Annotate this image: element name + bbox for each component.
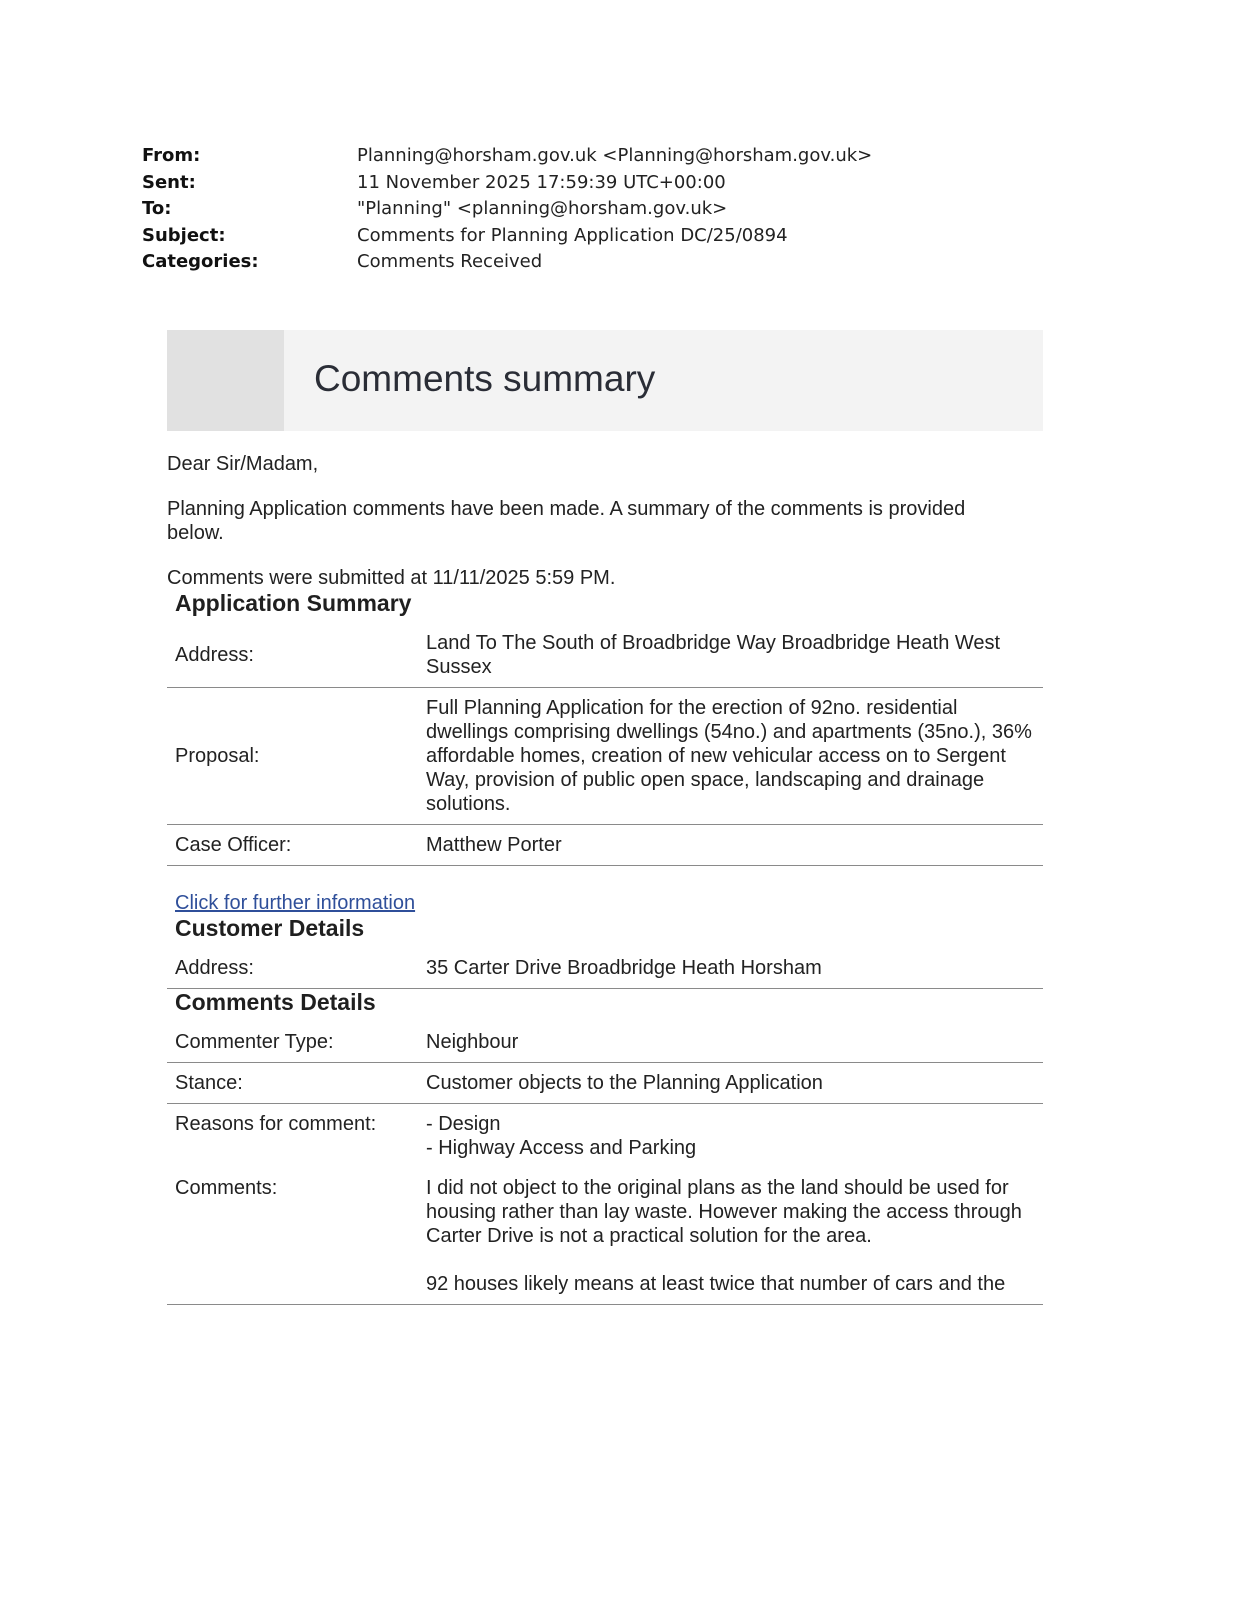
application-summary-heading: Application Summary xyxy=(175,590,412,616)
address-value: Land To The South of Broadbridge Way Broadbridge Heath West Sussex xyxy=(418,623,1043,688)
further-information-link[interactable]: Click for further information xyxy=(175,892,416,914)
application-summary-table xyxy=(167,623,1043,866)
stance-label: Stance: xyxy=(167,1063,418,1104)
comment-paragraph: 92 houses likely means at least twice that number of cars and the xyxy=(426,1273,1006,1295)
intro-text: Planning Application comments have been made. A summary of the comments is provided below. xyxy=(167,498,966,544)
from-label: From: xyxy=(142,145,201,166)
greeting: Dear Sir/Madam, xyxy=(167,453,319,475)
sent-value: 11 November 2025 17:59:39 UTC+00:00 xyxy=(357,171,726,193)
case-officer-value: Matthew Porter xyxy=(418,825,1043,866)
reasons-list xyxy=(418,1104,1043,1169)
reason-item: - Highway Access and Parking xyxy=(426,1137,697,1159)
to-value: "Planning" <planning@horsham.gov.uk> xyxy=(357,198,728,219)
table-row xyxy=(167,1063,1043,1104)
to-label: To: xyxy=(142,198,172,219)
reason-item: - Design xyxy=(426,1113,501,1135)
comment-paragraph: I did not object to the original plans as the land should be used for housing rather than lay waste. However making the access through Carter Drive is not a practical solution for the area. xyxy=(426,1177,1022,1247)
reasons-label: Reasons for comment: xyxy=(175,1113,377,1135)
table-row xyxy=(167,1168,1043,1305)
comments-details-heading: Comments Details xyxy=(175,989,376,1015)
banner-accent-block xyxy=(167,330,284,431)
commenter-type-value: Neighbour xyxy=(418,1022,1043,1063)
sent-row xyxy=(142,170,872,197)
case-officer-label: Case Officer: xyxy=(167,825,418,866)
comments-value xyxy=(418,1168,1043,1305)
customer-details-table xyxy=(167,948,1043,989)
categories-value: Comments Received xyxy=(357,251,543,272)
customer-address-label: Address: xyxy=(167,948,418,989)
from-row xyxy=(142,143,872,170)
table-row xyxy=(167,623,1043,688)
commenter-type-label: Commenter Type: xyxy=(167,1022,418,1063)
to-row xyxy=(142,196,872,223)
from-value: Planning@horsham.gov.uk <Planning@horsham.gov.uk> xyxy=(357,145,873,166)
email-body xyxy=(167,330,1043,1305)
stance-value: Customer objects to the Planning Application xyxy=(418,1063,1043,1104)
table-row xyxy=(167,825,1043,866)
table-row xyxy=(167,1104,1043,1169)
categories-label: Categories: xyxy=(142,251,259,272)
proposal-value: Full Planning Application for the erection of 92no. residential dwellings comprising dwellings (54no.) and apartments (35no.), 36% affordable homes, creation of new vehicular access on to Sergent Way, provision of public open space, landscaping and drainage solutions. xyxy=(418,688,1043,825)
banner-title: Comments summary xyxy=(314,357,656,399)
customer-details-heading: Customer Details xyxy=(175,915,365,941)
subject-row xyxy=(142,223,872,250)
subject-label: Subject: xyxy=(142,224,226,246)
comments-label: Comments: xyxy=(167,1168,418,1305)
table-row xyxy=(167,688,1043,825)
customer-address-value: 35 Carter Drive Broadbridge Heath Horsham xyxy=(418,948,1043,989)
email-header xyxy=(142,143,872,276)
submitted-text: Comments were submitted at 11/11/2025 5:59 PM. xyxy=(167,567,616,589)
comments-details-table xyxy=(167,1022,1043,1305)
table-row xyxy=(167,948,1043,989)
table-row xyxy=(167,1022,1043,1063)
subject-value: Comments for Planning Application DC/25/0894 xyxy=(357,224,788,246)
proposal-label: Proposal: xyxy=(167,688,418,825)
sent-label: Sent: xyxy=(142,171,196,193)
summary-banner xyxy=(167,330,1043,431)
address-label: Address: xyxy=(167,623,418,688)
categories-row xyxy=(142,249,872,276)
